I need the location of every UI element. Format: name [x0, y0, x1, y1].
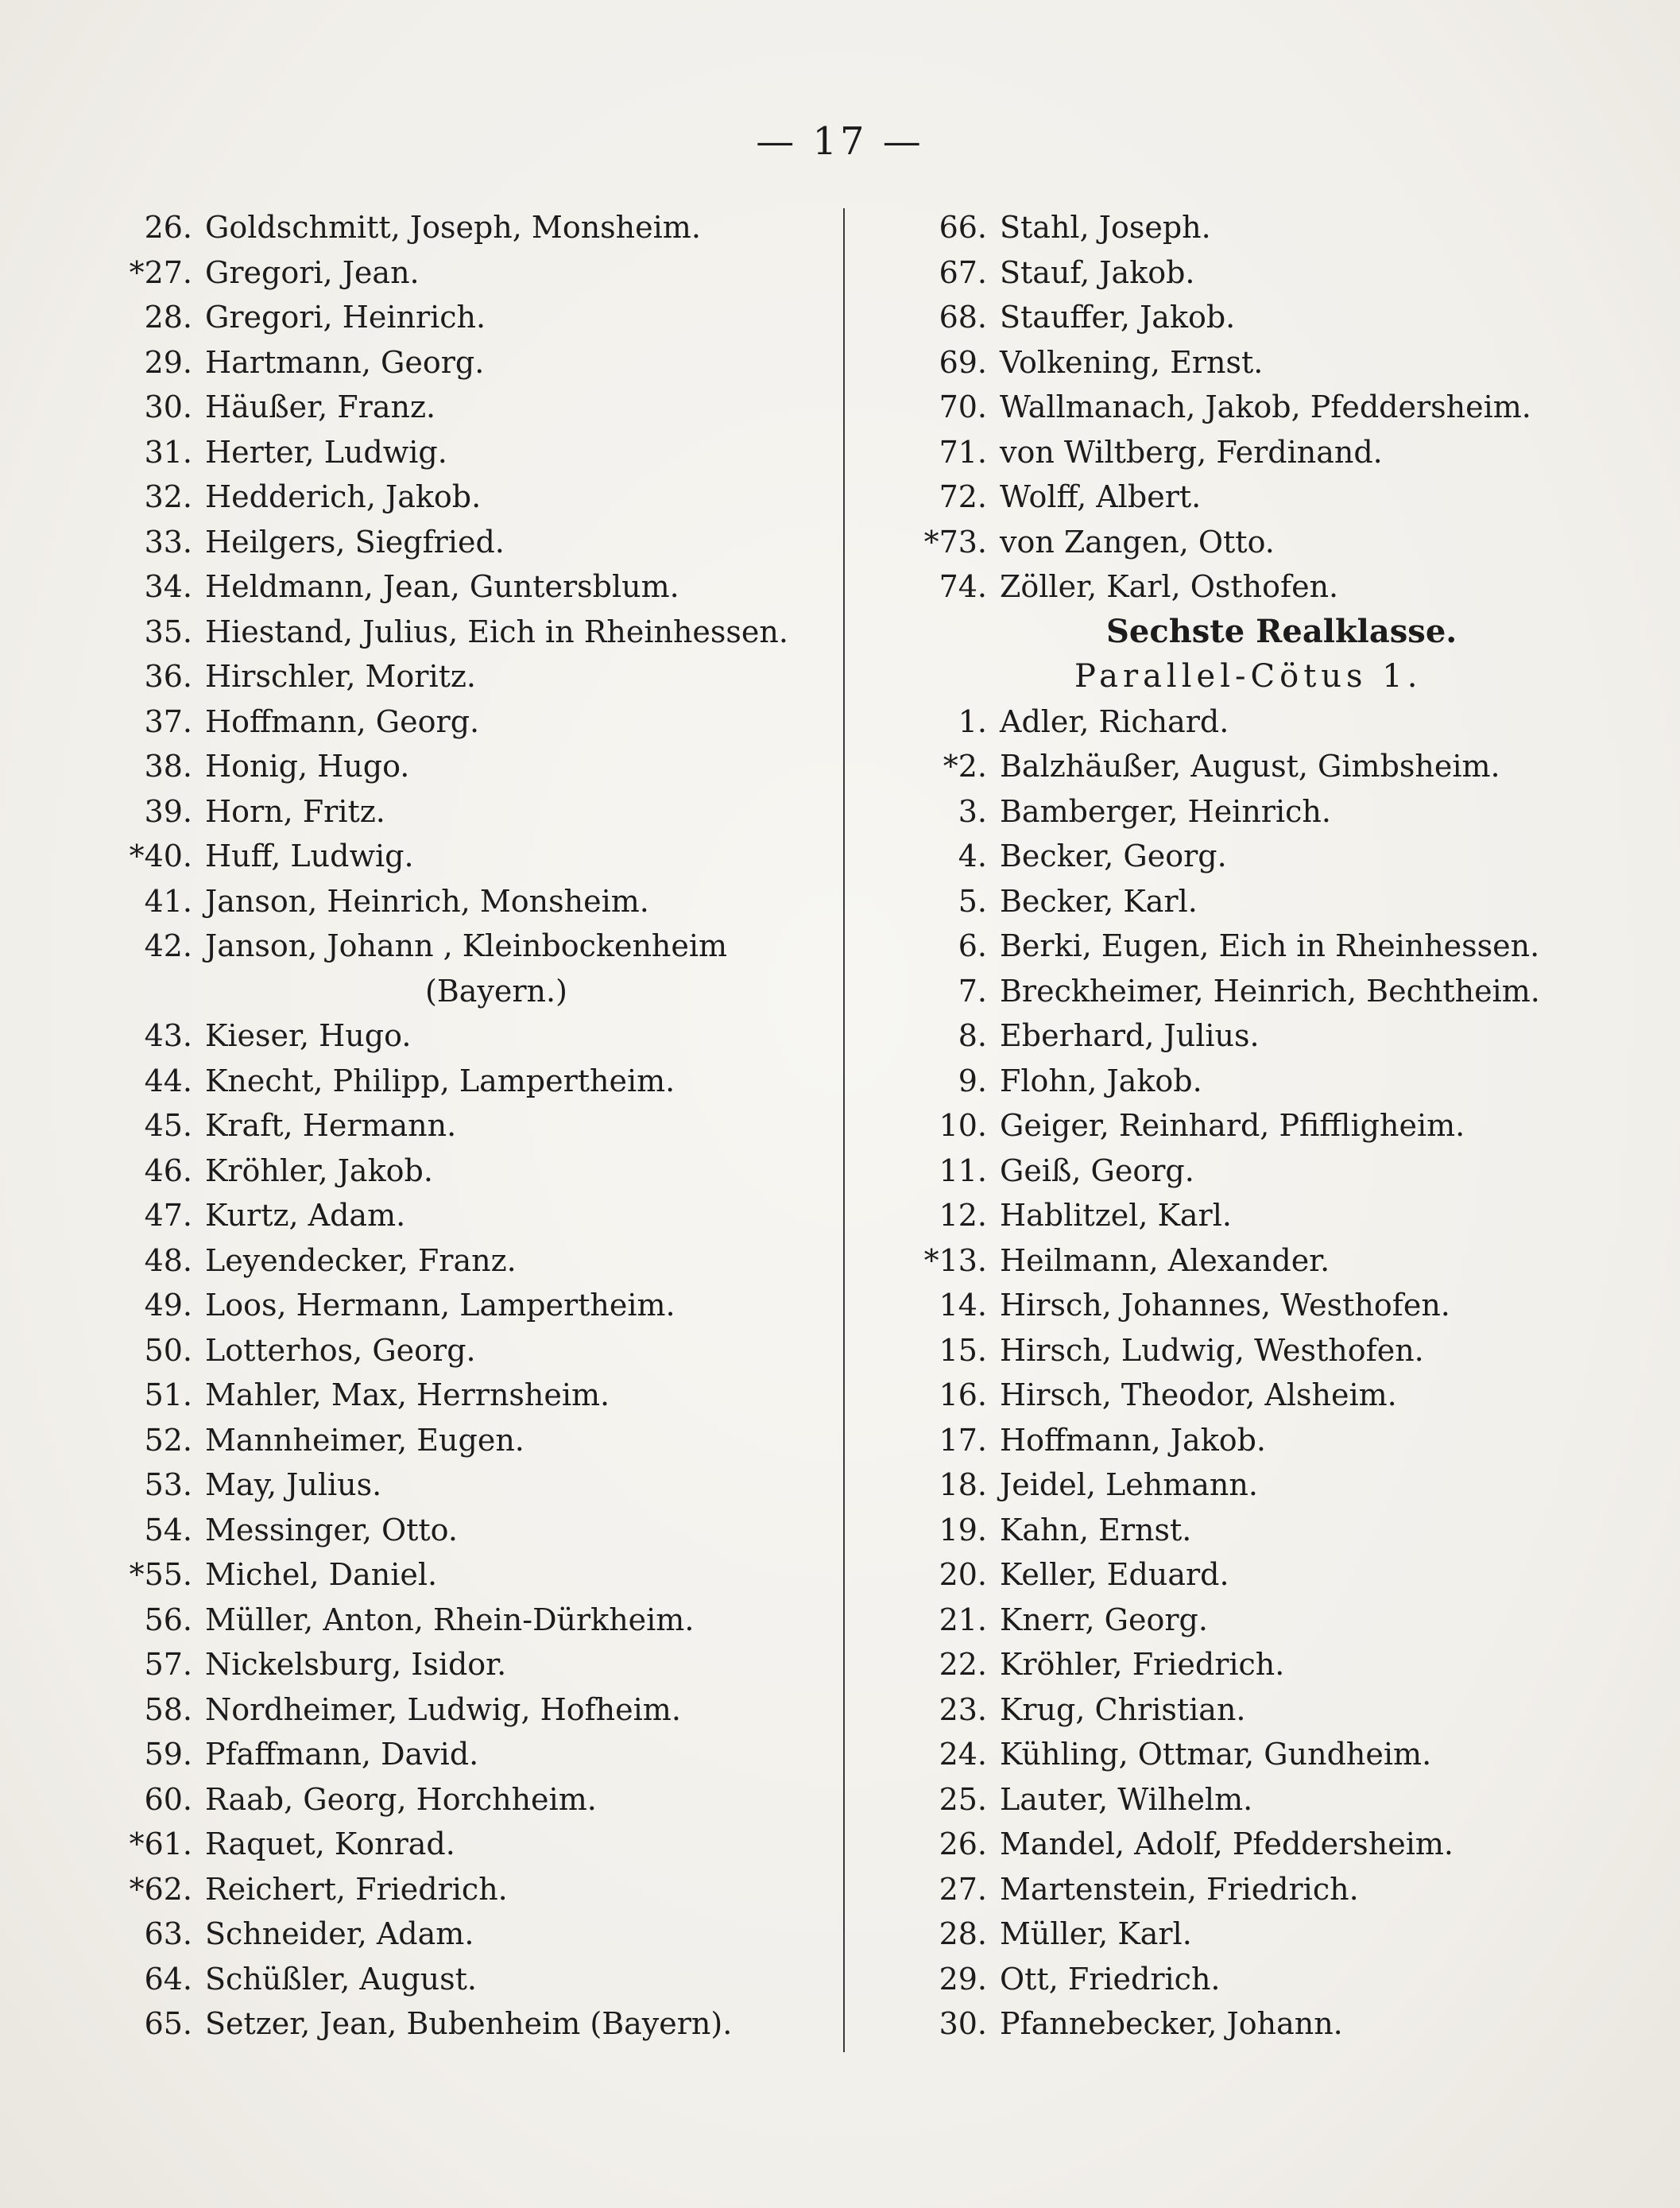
list-item: 51. Mahler, Max, Herrnsheim.: [144, 1377, 610, 1412]
list-item: 47. Kurtz, Adam.: [144, 1198, 406, 1233]
column-divider: [843, 208, 845, 2052]
list-item: 21. Knerr, Georg.: [939, 1602, 1208, 1637]
list-item: 60. Raab, Georg, Horchheim.: [144, 1781, 597, 1817]
list-item: 39. Horn, Fritz.: [144, 793, 385, 829]
list-item: 68. Stauffer, Jakob.: [939, 300, 1236, 335]
list-item: 63. Schneider, Adam.: [144, 1916, 474, 1951]
list-item: 18. Jeidel, Lehmann.: [939, 1467, 1258, 1502]
list-item: 14. Hirsch, Johannes, Westhofen.: [939, 1288, 1450, 1323]
list-item: 23. Krug, Christian.: [939, 1691, 1246, 1727]
list-item: *40. Huff, Ludwig.: [129, 839, 414, 874]
list-item: 31. Herter, Ludwig.: [144, 434, 447, 470]
list-item: 37. Hoffmann, Georg.: [144, 703, 480, 739]
list-item: 74. Zöller, Karl, Osthofen.: [939, 569, 1339, 604]
list-item: 15. Hirsch, Ludwig, Westhofen.: [939, 1332, 1424, 1368]
list-item: 56. Müller, Anton, Rhein-Dürkheim.: [144, 1602, 695, 1637]
list-item: 27. Martenstein, Friedrich.: [939, 1871, 1359, 1907]
list-item: 8. Eberhard, Julius.: [958, 1018, 1260, 1053]
list-item: 29. Hartmann, Georg.: [144, 344, 485, 380]
list-item: 71. von Wiltberg, Ferdinand.: [939, 434, 1383, 470]
list-item: 17. Hoffmann, Jakob.: [939, 1422, 1267, 1458]
list-item: 26. Goldschmitt, Joseph, Monsheim.: [144, 210, 701, 245]
list-item-continuation: (Bayern.): [425, 973, 567, 1009]
list-item: 24. Kühling, Ottmar, Gundheim.: [939, 1737, 1432, 1772]
list-item: 44. Knecht, Philipp, Lampertheim.: [144, 1063, 675, 1098]
list-item: *61. Raquet, Konrad.: [129, 1826, 455, 1861]
list-item: 29. Ott, Friedrich.: [939, 1961, 1221, 1997]
list-item: *73. von Zangen, Otto.: [923, 524, 1275, 560]
list-item: 25. Lauter, Wilhelm.: [939, 1781, 1253, 1817]
list-item: 70. Wallmanach, Jakob, Pfeddersheim.: [939, 389, 1531, 424]
list-item: 69. Volkening, Ernst.: [939, 344, 1264, 380]
list-item: 10. Geiger, Reinhard, Pfiffligheim.: [939, 1108, 1465, 1143]
list-item: 30. Pfannebecker, Johann.: [939, 2006, 1343, 2041]
list-item: 48. Leyendecker, Franz.: [144, 1242, 517, 1278]
list-item: 53. May, Julius.: [144, 1467, 382, 1502]
list-item: 36. Hirschler, Moritz.: [144, 659, 476, 694]
list-item: 64. Schüßler, August.: [144, 1961, 477, 1997]
list-item: 65. Setzer, Jean, Bubenheim (Bayern).: [144, 2006, 733, 2041]
list-item: 46. Kröhler, Jakob.: [144, 1152, 433, 1188]
list-item: 67. Stauf, Jakob.: [939, 254, 1195, 290]
list-item: *62. Reichert, Friedrich.: [129, 1871, 508, 1907]
list-item: 20. Keller, Eduard.: [939, 1557, 1229, 1592]
list-item: *13. Heilmann, Alexander.: [923, 1242, 1330, 1278]
list-item: 54. Messinger, Otto.: [144, 1512, 458, 1548]
list-item: 52. Mannheimer, Eugen.: [144, 1422, 525, 1458]
list-item: 42. Janson, Johann , Kleinbockenheim: [144, 928, 728, 963]
list-item: 33. Heilgers, Siegfried.: [144, 524, 505, 560]
list-item: 32. Hedderich, Jakob.: [144, 479, 482, 514]
list-item: 19. Kahn, Ernst.: [939, 1512, 1192, 1548]
list-item: 35. Hiestand, Julius, Eich in Rheinhessen.: [144, 614, 788, 649]
list-item: 12. Hablitzel, Karl.: [939, 1198, 1232, 1233]
list-item: 30. Häußer, Franz.: [144, 389, 436, 424]
list-item: 72. Wolff, Albert.: [939, 479, 1202, 514]
list-item: 66. Stahl, Joseph.: [939, 210, 1211, 245]
list-item: 49. Loos, Hermann, Lampertheim.: [144, 1288, 675, 1323]
list-item: 9. Flohn, Jakob.: [958, 1063, 1202, 1098]
list-item: 6. Berki, Eugen, Eich in Rheinhessen.: [958, 928, 1540, 963]
list-item: 26. Mandel, Adolf, Pfeddersheim.: [939, 1826, 1454, 1861]
list-item: 28. Gregori, Heinrich.: [144, 300, 486, 335]
list-item: *27. Gregori, Jean.: [129, 254, 420, 290]
right-column: [923, 205, 1599, 2047]
list-item: 22. Kröhler, Friedrich.: [939, 1647, 1285, 1682]
list-item: *55. Michel, Daniel.: [129, 1557, 438, 1592]
list-item: 4. Becker, Georg.: [958, 839, 1227, 874]
list-item: 34. Heldmann, Jean, Guntersblum.: [144, 569, 679, 604]
list-item: 7. Breckheimer, Heinrich, Bechtheim.: [958, 973, 1540, 1009]
section-heading: Sechste Realklasse.: [1106, 612, 1457, 650]
list-item: 5. Becker, Karl.: [958, 883, 1198, 919]
left-column: [119, 205, 834, 2047]
list-item: 41. Janson, Heinrich, Monsheim.: [144, 883, 649, 919]
list-item: 50. Lotterhos, Georg.: [144, 1332, 476, 1368]
list-item: 58. Nordheimer, Ludwig, Hofheim.: [144, 1691, 681, 1727]
list-item: 16. Hirsch, Theodor, Alsheim.: [939, 1377, 1397, 1412]
list-item: 1. Adler, Richard.: [958, 703, 1229, 739]
list-item: 11. Geiß, Georg.: [939, 1152, 1194, 1188]
list-item: 43. Kieser, Hugo.: [144, 1018, 412, 1053]
list-item: 59. Pfaffmann, David.: [144, 1737, 479, 1772]
list-item: 45. Kraft, Hermann.: [144, 1108, 457, 1143]
page-number: — 17 —: [756, 119, 924, 164]
section-subheading: Parallel-Cötus 1.: [1074, 658, 1423, 695]
list-item: 57. Nickelsburg, Isidor.: [144, 1647, 507, 1682]
list-item: 38. Honig, Hugo.: [144, 749, 410, 784]
list-item: 3. Bamberger, Heinrich.: [958, 793, 1331, 829]
list-item: 28. Müller, Karl.: [939, 1916, 1192, 1951]
list-item: *2. Balzhäußer, August, Gimbsheim.: [943, 749, 1500, 784]
